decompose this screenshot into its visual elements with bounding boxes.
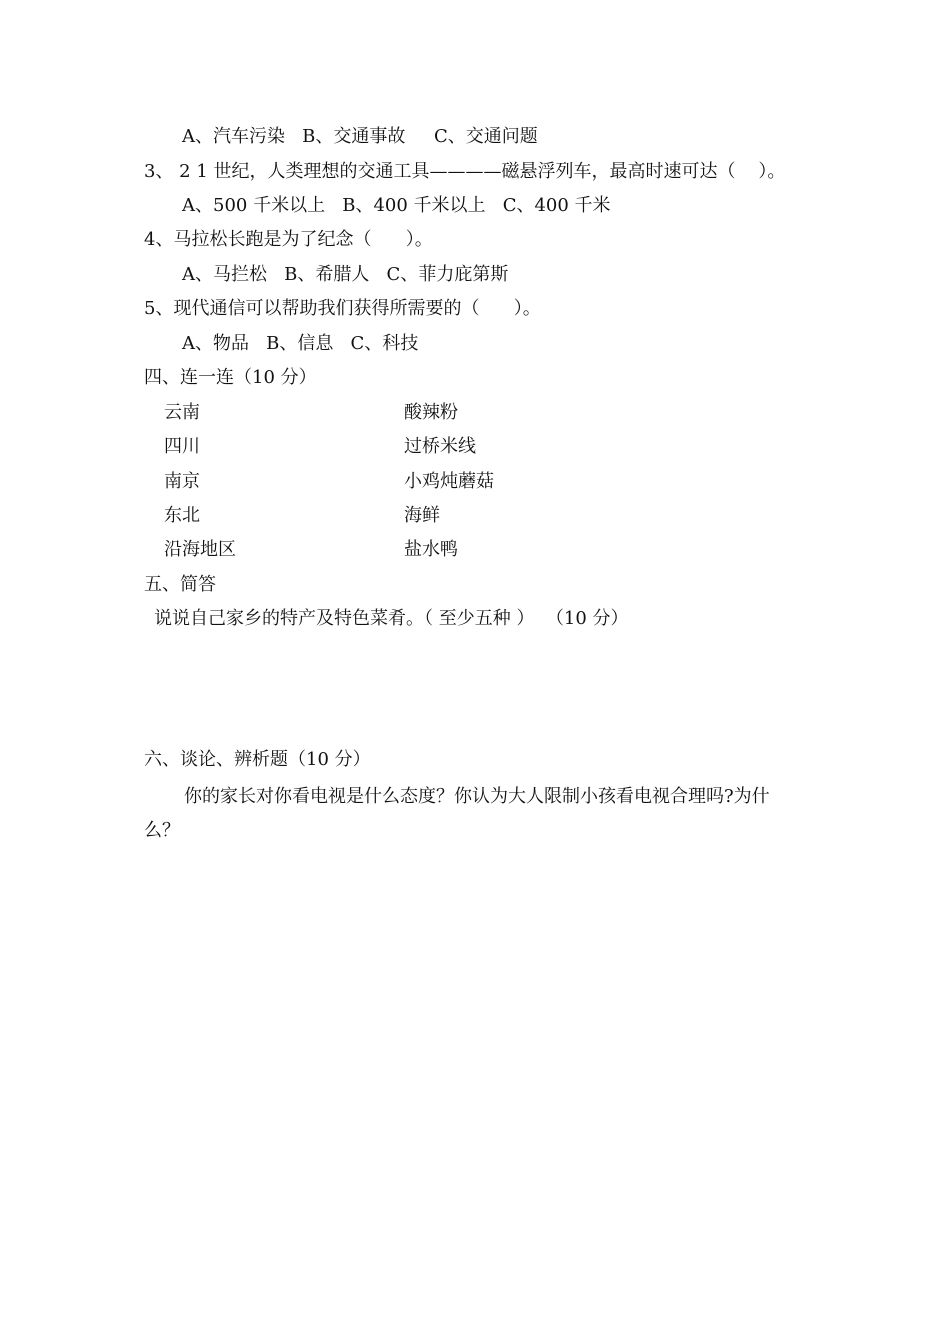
q3-options: A、500 千米以上 B、400 千米以上 C、400 千米 xyxy=(182,195,611,216)
section4-title: 四、连一连（10 分） xyxy=(144,367,317,388)
q2-options: A、汽车污染 B、交通事故 C、交通问题 xyxy=(182,126,538,147)
q5-question: 5、现代通信可以帮助我们获得所需要的（ ）。 xyxy=(144,298,541,319)
match-left-item: 四川 xyxy=(164,436,200,457)
match-left-item: 云南 xyxy=(164,402,200,423)
section5-prompt: 说说自己家乡的特产及特色菜肴。（ 至少五种 ） （10 分） xyxy=(154,608,629,629)
section6-title: 六、谈论、辨析题（10 分） xyxy=(144,749,371,770)
match-right-item: 盐水鸭 xyxy=(404,539,458,560)
section6-prompt-line2: 么？ xyxy=(144,820,180,841)
match-right-item: 海鲜 xyxy=(404,505,440,526)
match-right-item: 小鸡炖蘑菇 xyxy=(404,471,494,492)
match-right-item: 过桥米线 xyxy=(404,436,476,457)
q4-question: 4、马拉松长跑是为了纪念（ ）。 xyxy=(144,229,433,250)
match-right-item: 酸辣粉 xyxy=(404,402,458,423)
section6-prompt-line1: 你的家长对你看电视是什么态度？你认为大人限制小孩看电视合理吗?为什 xyxy=(184,786,770,807)
section5-title: 五、简答 xyxy=(144,574,216,595)
match-left-item: 沿海地区 xyxy=(164,539,236,560)
q4-options: A、马拦松 B、希腊人 C、菲力庇第斯 xyxy=(182,264,509,285)
match-left-item: 南京 xyxy=(164,471,200,492)
q5-options: A、物品 B、信息 C、科技 xyxy=(182,333,419,354)
match-left-item: 东北 xyxy=(164,505,200,526)
q3-question: 3、 2 1 世纪，人类理想的交通工具————磁悬浮列车，最高时速可达（ ）。 xyxy=(144,161,786,182)
